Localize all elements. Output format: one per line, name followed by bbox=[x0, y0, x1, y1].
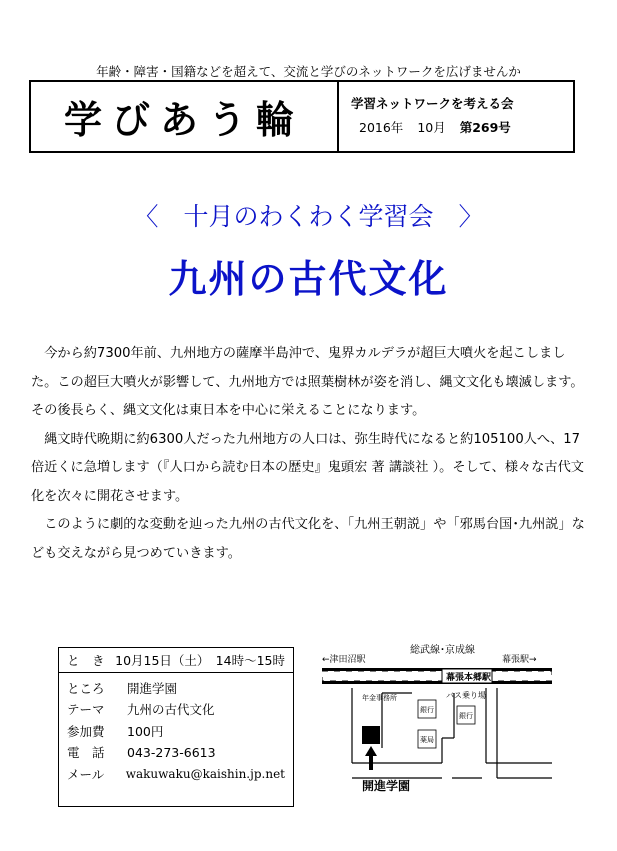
logo-box bbox=[31, 82, 339, 151]
bus-stop-label: バス乗り場 bbox=[446, 691, 486, 700]
pension-office-label: 年金事務所 bbox=[362, 694, 397, 702]
info-row-theme bbox=[67, 699, 285, 721]
railway bbox=[322, 668, 552, 684]
event-title: 九州の古代文化 bbox=[168, 257, 449, 301]
access-map bbox=[322, 638, 552, 798]
place-label: ところ bbox=[67, 680, 105, 696]
masthead bbox=[29, 80, 575, 153]
issue-line bbox=[351, 118, 573, 136]
paragraph-2: 縄文時代晩期に約6300人だった九州地方の人口は、弥生時代になると約105100人へ、17倍近くに急増します（『人口から読む日本の歴史』鬼頭宏 著 講談社 ）。そして、様々な古代文化を次々に開花させます。 bbox=[31, 431, 584, 504]
mail-value[interactable]: wakuwaku@kaishin.jp.net bbox=[125, 766, 285, 781]
info-row-phone bbox=[67, 742, 285, 764]
issue-year: 2016年 bbox=[359, 120, 404, 135]
date-value: 10月15日（土） 14時～15時 bbox=[115, 653, 285, 668]
paragraph-3: このように劇的な変動を辿った九州の古代文化を、「九州王朝説」や「邪馬台国･九州説」なども交えながら見つめていきます。 bbox=[31, 517, 585, 561]
line-name-label: 総武線･京成線 bbox=[410, 645, 475, 656]
mail-label: メール bbox=[67, 766, 105, 782]
body-text bbox=[31, 340, 591, 568]
arrow-up-icon bbox=[365, 746, 377, 770]
place-value: 開進学園 bbox=[127, 680, 178, 696]
info-row-mail bbox=[67, 763, 285, 785]
phone-value: 043-273-6613 bbox=[127, 744, 216, 760]
theme-label: テーマ bbox=[67, 702, 105, 718]
info-row-date bbox=[59, 648, 293, 673]
fee-value: 100円 bbox=[127, 723, 164, 739]
event-info-box bbox=[58, 647, 294, 807]
school-label: 開進学園 bbox=[362, 779, 411, 793]
paragraph-1: 今から約7300年前、九州地方の薩摩半島沖で、鬼界カルデラが超巨大噴火を起こしました。この超巨大噴火が影響して、九州地方では照葉樹林が姿を消し、縄文文化も壊滅します。その後長らく、縄文文化は東日本を中心に栄えることになります。 bbox=[31, 346, 584, 418]
issue-info bbox=[339, 82, 573, 151]
date-label: と き bbox=[67, 653, 105, 668]
school-marker bbox=[362, 726, 380, 744]
phone-label: 電 話 bbox=[67, 745, 105, 761]
bank1-label: 銀行 bbox=[420, 706, 434, 714]
info-row-fee bbox=[67, 720, 285, 742]
station-label: 幕張本郷駅 bbox=[446, 673, 492, 683]
issue-month: 10月 bbox=[417, 120, 446, 135]
to-tsudanuma-label: ←津田沼駅 bbox=[322, 655, 366, 665]
logo: 学びあう輪 bbox=[63, 97, 304, 142]
theme-value: 九州の古代文化 bbox=[127, 702, 215, 718]
issue-number: 第269号 bbox=[459, 120, 511, 135]
pharmacy-label: 薬局 bbox=[420, 736, 434, 744]
bank2-label: 銀行 bbox=[459, 712, 473, 720]
event-subtitle: 〈 十月のわくわく学習会 〉 bbox=[133, 202, 484, 231]
tagline: 年齢・障害・国籍などを超えて、交流と学びのネットワークを広げませんか bbox=[96, 64, 521, 79]
fee-label: 参加費 bbox=[67, 723, 105, 739]
info-row-place bbox=[67, 677, 285, 699]
to-makuhari-label: 幕張駅→ bbox=[502, 655, 537, 665]
org-name: 学習ネットワークを考える会 bbox=[351, 96, 514, 111]
